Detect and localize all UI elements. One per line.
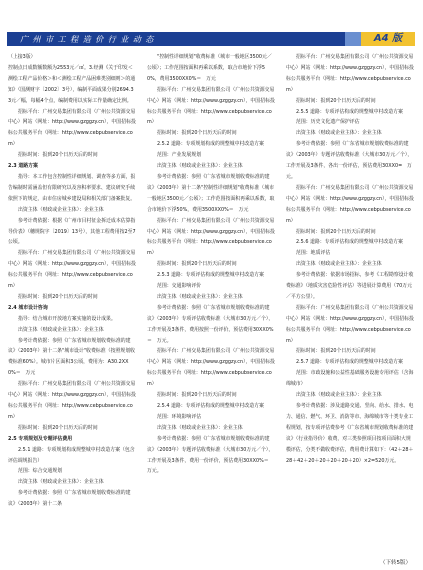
paragraph: 招标时间：报到20个日历天后的时间 [157, 392, 237, 399]
paragraph: 招标时间：报到20个日历天后的时间 [296, 348, 376, 355]
header-decoration [345, 32, 361, 46]
paragraph: 范围：产业发展规划 [157, 152, 202, 159]
paragraph: 2.5 专项规划及专题评估费用 [8, 435, 73, 442]
paragraph: "控制性详细规划"收费标准（城市一般地区3500元／公顷）；工作范围按面积再乘以系数，取合市地价下浮50%，费用3500XⅩ0%＝ 万元 [147, 54, 272, 82]
paragraph: 参考计费依据：参照《广东省城市规划收费标准的建议》（2003年）第十二条 [8, 490, 131, 508]
paragraph: 参考计费依据：参照《广东省城市规划收费标准的建议》（2003年）第十二条"控制性详细规划"收费标准（城市一般地区3500元／公顷）；工作范围按面积再乘以系数，取合市地价下浮50%，费用3500XⅩ0%＝ 万元 [147, 173, 275, 213]
paragraph: 出资主体（财政或企业主体）：企业主体 [157, 293, 243, 300]
paragraph: 招标平台：广州交易集团有限公司（广州公共资源交易中心）网站（网址：http://www.gzggzy.cn），中国招标投标公共服务平台（网址：http://www.cebpubservice.com） [286, 54, 414, 93]
paragraph: 招标平台：广州交易集团有限公司（广州公共资源交易中心）网站（网址：http://www.gzggzy.cn），中国招标投标公共服务平台（网址：http://www.cebpubservice.com） [286, 304, 414, 344]
paragraph: 2.4 城市设计咨询 [8, 304, 48, 311]
publication-title: 广 州 市 工 程 造 价 行 业 动 态 [20, 35, 155, 44]
paragraph: 参考计费依据：参照《广东省城市规划收费标准的建议》（2003年）第十二条"城市设计"收费标准（按照规划收费标准60%）。城市片区面积3公顷，费用为：A30.2ⅩⅩ0%＝ 万元 [8, 337, 135, 377]
paragraph: 招标平台：广州交易集团有限公司（广州公共资源交易中心）网站（网址：http://www.gzggzy.cn），中国招标投标公共服务平台（网址：http://www.cebpubservice.com） [147, 217, 275, 257]
paragraph: 2.5.2 道路：专项规划构成的规整城中村改造方案 [157, 141, 264, 148]
paragraph: 出资主体（财政或企业主体）：企业主体 [157, 163, 243, 170]
text-column-1 [8, 52, 136, 510]
paragraph: 参考计费依据：参照《广东省城市规划收费标准的建议》（2003年）专题评估收费标准（大城市30万元／个），工作开展及3条件，费用一份评价，预估费用30XⅩ0%＝ 万元。 [147, 435, 274, 475]
paragraph: 出资主体（财政或企业主体）：企业主体 [157, 424, 243, 431]
text-column-3 [286, 52, 414, 466]
text-column-2 [147, 52, 275, 477]
paragraph: 出资主体（财政或企业主体）：企业主体 [18, 479, 104, 486]
paragraph: 范围：交通影响评价 [157, 283, 202, 290]
paragraph: 2.5.3 道路：专项评估构成的规整城中村改造方案 [157, 272, 264, 279]
paragraph: 2.5.6 道路：专项评估构成的规整城中村改造方案 [296, 239, 403, 246]
paragraph: 招标平台：广州交易集团有限公司（广州公共资源交易中心）网站（网址：http://www.gzggzy.cn），中国招标投标公共服务平台（网址：http://www.cebpubservice.com） [286, 184, 414, 224]
paragraph: 招标平台：广州交易集团有限公司（广州公共资源交易中心）网站（网址：http://www.gzggzy.cn），中国招标投标公共服务平台（网址：http://www.cebpubservice.com） [8, 250, 136, 290]
paragraph: 范围：综合交通规划 [18, 468, 63, 475]
paragraph: 出资主体（财政或企业主体）：企业主体 [296, 392, 382, 399]
paragraph: 招标时间：报到20个日历天后的时间 [18, 424, 98, 431]
paragraph: 招标时间：报到20个日历天后的时间 [18, 293, 98, 300]
paragraph: 2.5.1 道路：专项规划构成规整城中村改造方案（包含评估调规报告） [8, 446, 135, 464]
paragraph: 出资主体（财政或企业主体）：企业主体 [296, 130, 382, 137]
paragraph: 2.5.5 道路：专项评估构成的规整城中村改造方案 [296, 108, 403, 115]
paragraph: 参考计费依据：参照《广东省城市规划收费标准的建议》（2003年）专项评估收费标准（大城市30万元／个），工作开展及3条件，费用按照一份评价，预估费用30XⅩ0%＝ 万元。 [147, 304, 274, 344]
paragraph: 范围：市政设施和公益性基础服务设施专用评估（含海绵城市） [286, 370, 414, 388]
paragraph: 出资主体（财政或企业主体）：企业主体 [296, 261, 382, 268]
paragraph: 招标时间：报到20个日历天后的时间 [296, 228, 376, 235]
page-label: A4 版 [361, 32, 415, 46]
paragraph: 参考计费依据：根据《广州市目村征金拆迁成本估算指导价表》（穗规院字〔2019〕13号），其他工程费用按2至7公顷。 [8, 217, 136, 246]
paragraph: 招标时间：报到20个日历天后的时间 [157, 261, 237, 268]
paragraph: 招标时间：报到20个日历天后的时间 [296, 97, 376, 104]
paragraph: 出资主体（财政或企业主体）：企业主体 [18, 326, 104, 333]
paragraph: 范围：地质评估 [296, 250, 331, 257]
paragraph: 出资主体（财政或企业主体）：企业主体 [18, 206, 104, 213]
paragraph: 2.5.7 道路：专项评估构成的规整城中村改造方案 [296, 359, 403, 366]
paragraph: 招标时间：报到20个日历天后的时间 [18, 152, 98, 159]
continued-note: （下转5版） [380, 560, 411, 566]
paragraph: 指导：本工作包含控制性详细规划、调查等多方面，报告编制时需涵盖但有限研究以及容积率要求、建议研究手续依照下的规定，由市住房城乡建设局和相关部门备案批复。 [8, 173, 136, 202]
paragraph: 范围：历史文化遗产保护评估 [296, 119, 360, 126]
paragraph: 招标平台：广州交易集团有限公司（广州公共资源交易中心）网站（网址：http://www.gzggzy.cn），中国招标投标公共服务平台（网址：http://www.cebpubservice.com） [8, 381, 136, 420]
page-header [0, 0, 423, 46]
paragraph: 2.5.4 道路：专项评估构成的规整城中村改造方案 [157, 403, 264, 409]
paragraph: 招标平台：广州交易集团有限公司（广州公共资源交易中心）网站（网址：http://www.gzggzy.cn），中国招标投标公共服务平台（网址：http://www.cebpubservice.com） [147, 348, 275, 388]
paragraph: 参考计费依据：参照《广东省城市规划收费标准的建议》（2003年）专题评估收费标准（大城市30万元／个），工作开展及3条件，各出一份评估，预估费用30XⅩ0= 万元。 [286, 141, 413, 180]
paragraph: 招标平台：广州交易集团有限公司（广州公共资源交易中心）网站（网址：http://www.gzggzy.cn），中国招标投标公共服务平台（网址：http://www.cebpubservice.com） [147, 86, 275, 126]
paragraph: 控制点日成数额数额为2553元／㎡。3.经测《关于印发＜测绘工程产品价格＞和＜测绘工程产品困难类别细则＞的通知》（国测财字〔2002〕3号），编制平面成果分别2694.33元／幅，每幅4个点，编制费用以实际工作量确定比例。 [8, 64, 136, 104]
paragraph: 指导：结合城市开放地方案实施的设计成果。 [18, 315, 116, 322]
paragraph: 招标平台：广州交易集团有限公司（广州公共资源交易中心）网站（网址：http://www.gzggzy.cn），中国招标投标公共服务平台（网址：http://www.cebpubservice.com） [8, 108, 136, 148]
paragraph: （上接3版） [8, 54, 36, 60]
paragraph: 招标时间：报到20个日历天后的时间 [157, 130, 237, 137]
paragraph: 范围：环境影响评估 [157, 413, 202, 420]
paragraph: 2.3 道路方案 [8, 163, 38, 170]
paragraph: 参考计费依据：依据市场招标，参考《工程勘察设计收费标准》（地质灾害危险性评估）等进展计算费用（70万元／平方公里）。 [286, 272, 414, 300]
paragraph: 参考计费依据：涉及道路交通、竖向、给水、排水、电力、通信、燃气、环卫、消防等市、海绵城市等十类专业工程规划，按专项评估费参考《广东省城市规划收费标准的建议》（行业指导价）收费，对三类参照项目按项目面积大规模评估，分类不做收费评估，费用费计算如下：（42＋28＋28＋42＋20＋20＋20＋20＋20）×2=520万元。 [286, 403, 414, 464]
